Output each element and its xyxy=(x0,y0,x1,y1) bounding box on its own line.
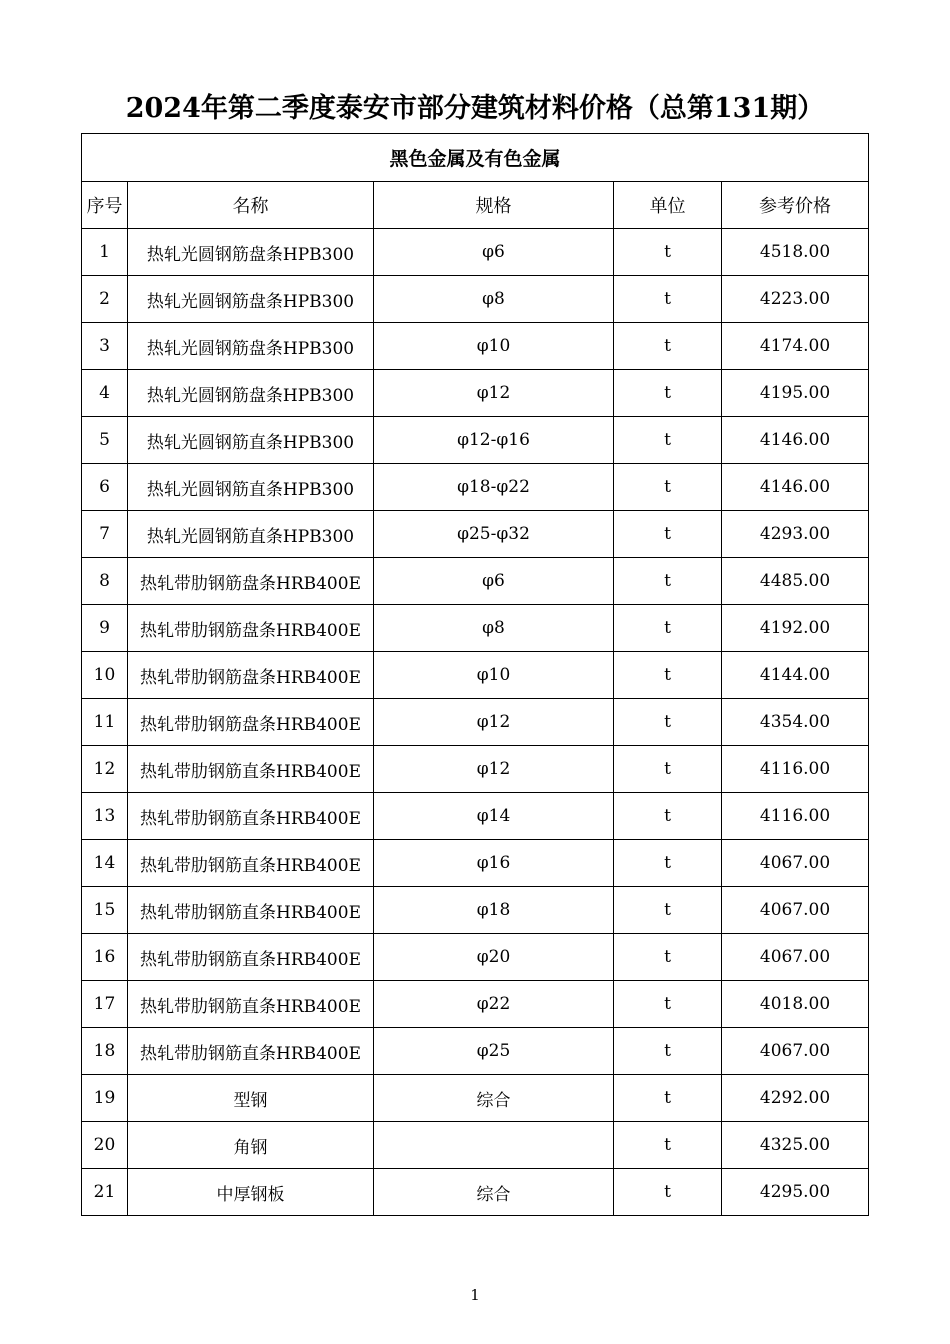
table-row xyxy=(82,793,869,840)
cell-unit: t xyxy=(614,652,722,699)
cell-name: 热轧带肋钢筋直条HRB400E xyxy=(128,887,374,934)
cell-price: 4292.00 xyxy=(722,1075,869,1122)
cell-price: 4518.00 xyxy=(722,229,869,276)
table-row xyxy=(82,934,869,981)
table-row xyxy=(82,558,869,605)
table-row xyxy=(82,1122,869,1169)
cell-unit: t xyxy=(614,229,722,276)
cell-name: 中厚钢板 xyxy=(128,1169,374,1216)
cell-spec: φ10 xyxy=(374,323,614,370)
cell-unit: t xyxy=(614,605,722,652)
cell-no: 7 xyxy=(82,511,128,558)
column-header-spec: 规格 xyxy=(374,182,614,229)
cell-price: 4325.00 xyxy=(722,1122,869,1169)
cell-spec: φ20 xyxy=(374,934,614,981)
cell-name: 热轧带肋钢筋直条HRB400E xyxy=(128,934,374,981)
table-row xyxy=(82,417,869,464)
table-row xyxy=(82,652,869,699)
cell-name: 热轧带肋钢筋盘条HRB400E xyxy=(128,652,374,699)
cell-unit: t xyxy=(614,370,722,417)
cell-no: 16 xyxy=(82,934,128,981)
cell-spec: 综合 xyxy=(374,1075,614,1122)
cell-no: 18 xyxy=(82,1028,128,1075)
cell-price: 4067.00 xyxy=(722,1028,869,1075)
cell-name: 热轧光圆钢筋盘条HPB300 xyxy=(128,276,374,323)
cell-no: 5 xyxy=(82,417,128,464)
column-header-price: 参考价格 xyxy=(722,182,869,229)
cell-spec: φ8 xyxy=(374,605,614,652)
cell-spec: φ14 xyxy=(374,793,614,840)
cell-unit: t xyxy=(614,887,722,934)
table-row xyxy=(82,887,869,934)
table-row xyxy=(82,229,869,276)
cell-unit: t xyxy=(614,934,722,981)
cell-no: 14 xyxy=(82,840,128,887)
cell-price: 4018.00 xyxy=(722,981,869,1028)
cell-name: 热轧带肋钢筋直条HRB400E xyxy=(128,1028,374,1075)
cell-no: 1 xyxy=(82,229,128,276)
cell-unit: t xyxy=(614,276,722,323)
table-row xyxy=(82,746,869,793)
header-row xyxy=(82,182,869,229)
cell-spec: 综合 xyxy=(374,1169,614,1216)
cell-price: 4295.00 xyxy=(722,1169,869,1216)
cell-price: 4146.00 xyxy=(722,417,869,464)
table-row xyxy=(82,699,869,746)
table-row xyxy=(82,981,869,1028)
cell-price: 4223.00 xyxy=(722,276,869,323)
column-header-unit: 单位 xyxy=(614,182,722,229)
table-row xyxy=(82,276,869,323)
cell-spec: φ6 xyxy=(374,558,614,605)
section-title: 黑色金属及有色金属 xyxy=(82,134,869,182)
table-row xyxy=(82,370,869,417)
cell-name: 热轧光圆钢筋直条HPB300 xyxy=(128,417,374,464)
cell-spec: φ25-φ32 xyxy=(374,511,614,558)
cell-spec: φ16 xyxy=(374,840,614,887)
cell-unit: t xyxy=(614,981,722,1028)
cell-unit: t xyxy=(614,511,722,558)
cell-unit: t xyxy=(614,558,722,605)
cell-price: 4116.00 xyxy=(722,746,869,793)
page-title: 2024年第二季度泰安市部分建筑材料价格（总第131期） xyxy=(125,93,825,124)
cell-spec: φ6 xyxy=(374,229,614,276)
cell-price: 4067.00 xyxy=(722,887,869,934)
cell-no: 11 xyxy=(82,699,128,746)
cell-spec: φ12 xyxy=(374,746,614,793)
cell-name: 热轧光圆钢筋盘条HPB300 xyxy=(128,229,374,276)
cell-name: 热轧带肋钢筋直条HRB400E xyxy=(128,840,374,887)
cell-no: 20 xyxy=(82,1122,128,1169)
cell-unit: t xyxy=(614,746,722,793)
cell-name: 型钢 xyxy=(128,1075,374,1122)
cell-no: 15 xyxy=(82,887,128,934)
table-row xyxy=(82,464,869,511)
price-table xyxy=(81,133,869,1216)
cell-name: 热轧光圆钢筋直条HPB300 xyxy=(128,511,374,558)
page-number: 1 xyxy=(470,1286,480,1304)
table-row xyxy=(82,1075,869,1122)
cell-price: 4293.00 xyxy=(722,511,869,558)
table-row xyxy=(82,840,869,887)
cell-price: 4144.00 xyxy=(722,652,869,699)
cell-spec: φ12 xyxy=(374,699,614,746)
cell-name: 热轧光圆钢筋盘条HPB300 xyxy=(128,323,374,370)
cell-spec: φ12 xyxy=(374,370,614,417)
cell-spec: φ22 xyxy=(374,981,614,1028)
cell-no: 10 xyxy=(82,652,128,699)
cell-no: 8 xyxy=(82,558,128,605)
column-header-no: 序号 xyxy=(82,182,128,229)
cell-spec: φ25 xyxy=(374,1028,614,1075)
cell-no: 4 xyxy=(82,370,128,417)
cell-spec xyxy=(374,1122,614,1169)
cell-price: 4146.00 xyxy=(722,464,869,511)
cell-no: 9 xyxy=(82,605,128,652)
cell-name: 热轧带肋钢筋直条HRB400E xyxy=(128,793,374,840)
cell-price: 4116.00 xyxy=(722,793,869,840)
cell-price: 4195.00 xyxy=(722,370,869,417)
cell-price: 4174.00 xyxy=(722,323,869,370)
cell-no: 21 xyxy=(82,1169,128,1216)
cell-name: 热轧光圆钢筋盘条HPB300 xyxy=(128,370,374,417)
cell-price: 4067.00 xyxy=(722,934,869,981)
cell-unit: t xyxy=(614,1075,722,1122)
cell-spec: φ8 xyxy=(374,276,614,323)
table-row xyxy=(82,323,869,370)
cell-no: 12 xyxy=(82,746,128,793)
cell-spec: φ18 xyxy=(374,887,614,934)
cell-name: 热轧带肋钢筋直条HRB400E xyxy=(128,981,374,1028)
cell-price: 4354.00 xyxy=(722,699,869,746)
cell-name: 热轧光圆钢筋直条HPB300 xyxy=(128,464,374,511)
cell-price: 4485.00 xyxy=(722,558,869,605)
cell-no: 17 xyxy=(82,981,128,1028)
cell-no: 19 xyxy=(82,1075,128,1122)
cell-unit: t xyxy=(614,840,722,887)
cell-spec: φ18-φ22 xyxy=(374,464,614,511)
table-row xyxy=(82,1169,869,1216)
cell-price: 4192.00 xyxy=(722,605,869,652)
cell-no: 6 xyxy=(82,464,128,511)
cell-name: 热轧带肋钢筋盘条HRB400E xyxy=(128,605,374,652)
cell-no: 3 xyxy=(82,323,128,370)
cell-spec: φ12-φ16 xyxy=(374,417,614,464)
cell-name: 热轧带肋钢筋盘条HRB400E xyxy=(128,699,374,746)
cell-spec: φ10 xyxy=(374,652,614,699)
section-row xyxy=(82,134,869,182)
cell-unit: t xyxy=(614,464,722,511)
cell-no: 2 xyxy=(82,276,128,323)
cell-unit: t xyxy=(614,417,722,464)
cell-price: 4067.00 xyxy=(722,840,869,887)
table-row xyxy=(82,1028,869,1075)
cell-unit: t xyxy=(614,1028,722,1075)
cell-unit: t xyxy=(614,1169,722,1216)
cell-unit: t xyxy=(614,323,722,370)
cell-name: 热轧带肋钢筋盘条HRB400E xyxy=(128,558,374,605)
cell-name: 热轧带肋钢筋直条HRB400E xyxy=(128,746,374,793)
cell-unit: t xyxy=(614,1122,722,1169)
cell-unit: t xyxy=(614,699,722,746)
table-row xyxy=(82,511,869,558)
table-row xyxy=(82,605,869,652)
table-body xyxy=(82,134,869,1216)
cell-no: 13 xyxy=(82,793,128,840)
cell-name: 角钢 xyxy=(128,1122,374,1169)
column-header-name: 名称 xyxy=(128,182,374,229)
cell-unit: t xyxy=(614,793,722,840)
